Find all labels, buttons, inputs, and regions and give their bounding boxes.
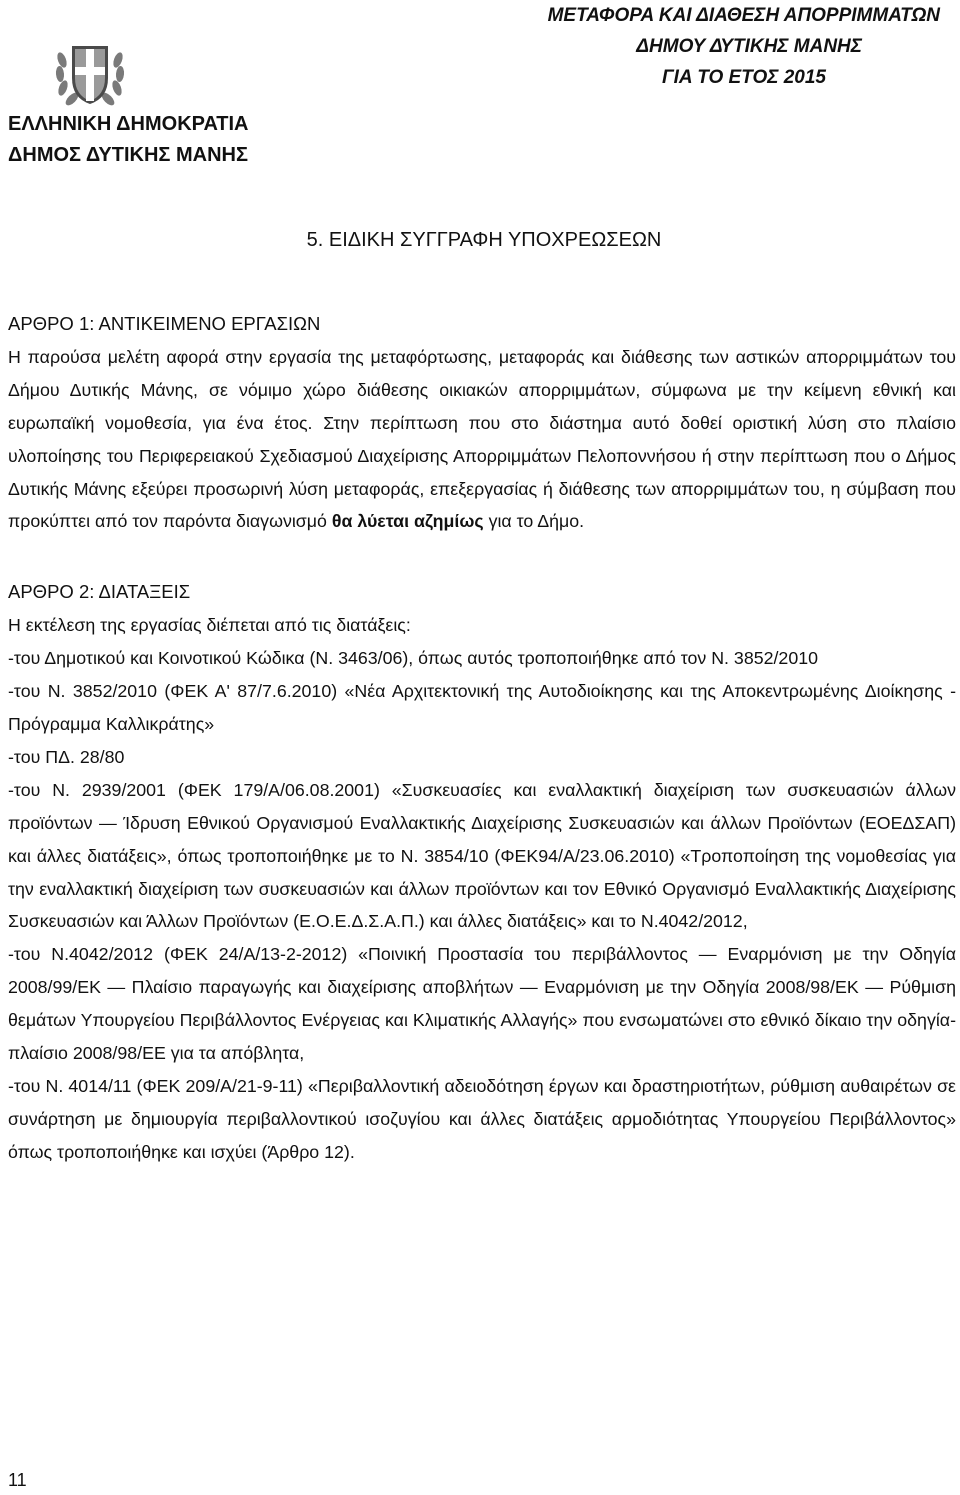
header-title-line-3: ΓΙΑ ΤΟ ΕΤΟΣ 2015 [662,67,826,88]
article-1-bold-text: θα λύεται αζημίως [331,511,484,532]
page-number: 11 [8,1470,27,1490]
authority-line-2: ΔΗΜΟΣ ΔΥΤΙΚΗΣ ΜΑΝΗΣ [8,144,248,166]
article-2-intro: Η εκτέλεση της εργασίας διέπεται από τις διατάξεις: [8,615,411,636]
article-1-text: Η παρούσα μελέτη αφορά στην εργασία της μεταφόρτωσης, μεταφοράς και διάθεσης των αστικών απορριμμάτων του Δήμου Δυτικής Μάνης, σε νόμιμο χώρο διάθεσης οικιακών απορριμμάτων, σύμφωνα με την κείμενη εθνική και ευρωπαϊκή νομοθεσία, για ένα έτος. Στην περίπτωση που στο διάστημα αυτό δοθεί οριστική λύση στο πλαίσιο υλοποίησης του Περιφερειακού Σχεδιασμού Διαχείρισης Απορριμμάτων Πελοποννήσου ή στην περίπτωση που ο Δήμος Δυτικής Μάνης εξεύρει προσωρινή λύση μεταφοράς, επεξεργασίας ή διάθεσης των απορριμμάτων του, η σύμβαση που προκύπτει από τον παρόντα διαγωνισμό [8,346,956,532]
greek-coat-of-arms-icon [52,40,128,110]
header-title-line-2: ΔΗΜΟΥ ΔΥΤΙΚΗΣ ΜΑΝΗΣ [636,36,862,57]
issuing-authority [8,109,249,171]
section-title [0,225,960,255]
document-body [8,308,956,1169]
article-1-paragraph [8,341,956,538]
provision-item: -του ΠΔ. 28/80 [8,746,125,767]
document-header-title [500,0,940,93]
section-title-text: 5. ΕΙΔΙΚΗ ΣΥΓΓΡΑΦΗ ΥΠΟΧΡΕΩΣΕΩΝ [306,229,662,251]
header-title-line-1: ΜΕΤΑΦΟΡΑ ΚΑΙ ΔΙΑΘΕΣΗ ΑΠΟΡΡΙΜΜΑΤΩΝ [547,5,940,26]
article-1-title: ΑΡΘΡΟ 1: ΑΝΤΙΚΕΙΜΕΝΟ ΕΡΓΑΣΙΩΝ [8,313,321,334]
provision-item: -του Δημοτικού και Κοινοτικού Κώδικα (Ν. 3463/06), όπως αυτός τροποποιήθηκε από τον Ν. 3852/2010 [8,648,818,669]
authority-line-1: ΕΛΛΗΝΙΚΗ ΔΗΜΟΚΡΑΤΙΑ [8,113,249,135]
provision-item: -του Ν.4042/2012 (ΦΕΚ 24/Α/13-2-2012) «Ποινική Προστασία του περιβάλλοντος — Εναρμόνιση με την Οδηγία 2008/99/ΕΚ — Πλαίσιο παραγωγής και διαχείρισης αποβλήτων — Εναρμόνιση με την Οδηγία 2008/98/ΕΚ — Ρύθμιση θεμάτων Υπουργείου Περιβάλλοντος Ενέργειας και Κλιματικής Αλλαγής» που ενσωματώνει στο εθνικό δίκαιο την οδηγία-πλαίσιο 2008/98/ΕΕ για τα απόβλητα, [8,944,956,1064]
provision-item: -του Ν. 4014/11 (ΦΕΚ 209/Α/21-9-11) «Περιβαλλοντική αδειοδότηση έργων και δραστηριοτήτων, ρύθμιση αυθαιρέτων σε συνάρτηση με δημιουργία περιβαλλοντικού ισοζυγίου και άλλες διατάξεις αρμοδιότητας Υπουργείου Περιβάλλοντος» όπως τροποποιήθηκε και ισχύει (Άρθρο 12). [8,1075,956,1162]
provision-item: -του Ν. 2939/2001 (ΦΕΚ 179/Α/06.08.2001) «Συσκευασίες και εναλλακτική διαχείριση των συσκευασιών άλλων προϊόντων — Ίδρυση Εθνικού Οργανισμού Εναλλακτικής Διαχείρισης Συσκευασιών και άλλων Προϊόντων (ΕΟΕΔΣΑΠ) και άλλες διατάξεις», όπως τροποποιήθηκε με το Ν. 3854/10 (ΦΕΚ94/Α/23.06.2010) «Τροποποίηση της νομοθεσίας για την εναλλακτική διαχείριση των συσκευασιών και άλλων προϊόντων και τον Εθνικό Οργανισμό Εναλλακτικής Διαχείρισης Συσκευασιών και Άλλων Προϊόντων (Ε.Ο.Ε.Δ.Σ.Α.Π.) και άλλες διατάξεις» και το Ν.4042/2012, [8,779,956,932]
article-1-text-end: για το Δήμο. [483,511,585,532]
article-2-title: ΑΡΘΡΟ 2: ΔΙΑΤΑΞΕΙΣ [8,581,191,603]
provision-item: -του Ν. 3852/2010 (ΦΕΚ Α' 87/7.6.2010) «Νέα Αρχιτεκτονική της Αυτοδιοίκησης και της Αποκεντρωμένης Διοίκησης - Πρόγραμμα Καλλικράτης» [8,681,956,734]
